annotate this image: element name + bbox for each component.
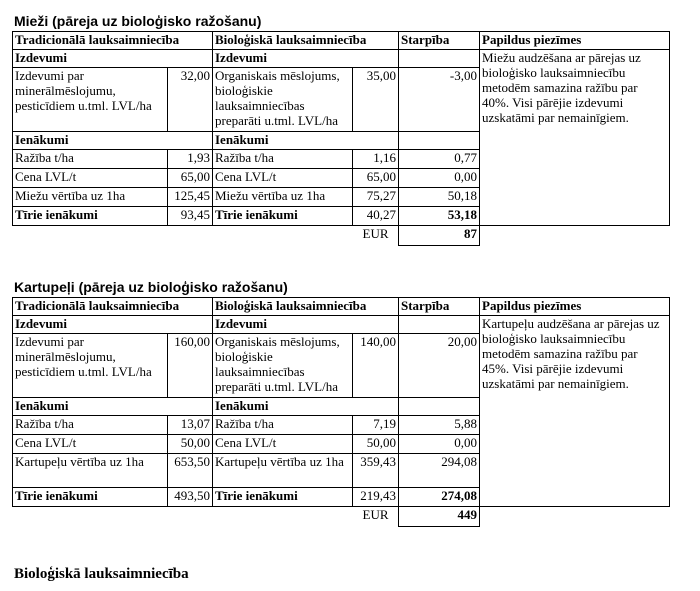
expenses-traditional-label: Izdevumi par minerālmēslojumu, pesticīdiem u.tml. LVL/ha xyxy=(13,334,168,398)
potatoes-table xyxy=(12,297,670,527)
expenses-biological-value: 35,00 xyxy=(353,68,399,132)
row-value: 653,50 xyxy=(168,454,213,488)
row-label: Cena LVL/t xyxy=(13,169,168,188)
net-income-value: 493,50 xyxy=(168,488,213,507)
row-value: 50,00 xyxy=(168,435,213,454)
expenses-traditional-value: 32,00 xyxy=(168,68,213,132)
row-value: 1,16 xyxy=(353,150,399,169)
row-label: Cena LVL/t xyxy=(13,435,168,454)
expenses-traditional-label: Izdevumi par minerālmēslojumu, pesticīdiem u.tml. LVL/ha xyxy=(13,68,168,132)
row-label: Ražība t/ha xyxy=(13,416,168,435)
row-value: 13,07 xyxy=(168,416,213,435)
expenses-label-traditional: Izdevumi xyxy=(13,50,213,68)
income-label-traditional: Ienākumi xyxy=(13,132,213,150)
empty-cell xyxy=(399,132,480,150)
net-income-value: 40,27 xyxy=(353,207,399,226)
row-label: Miežu vērtība uz 1ha xyxy=(213,188,353,207)
row-value: 75,27 xyxy=(353,188,399,207)
row-value: 65,00 xyxy=(353,169,399,188)
expenses-biological-label: Organiskais mēslojums, bioloģiskie lauksaimniecības preparāti u.tml. LVL/ha xyxy=(213,68,353,132)
net-income-label: Tīrie ienākumi xyxy=(13,207,168,226)
eur-total: 87 xyxy=(399,226,480,246)
row-difference: 0,00 xyxy=(399,169,480,188)
net-income-label: Tīrie ienākumi xyxy=(213,207,353,226)
row-difference: 50,18 xyxy=(399,188,480,207)
expenses-label-biological: Izdevumi xyxy=(213,50,399,68)
net-income-value: 219,43 xyxy=(353,488,399,507)
row-label: Ražība t/ha xyxy=(213,150,353,169)
income-label-biological: Ienākumi xyxy=(213,398,399,416)
barley-table xyxy=(12,31,670,246)
expenses-traditional-value: 160,00 xyxy=(168,334,213,398)
empty-cell xyxy=(399,316,480,334)
row-label: Cena LVL/t xyxy=(213,435,353,454)
row-value: 1,93 xyxy=(168,150,213,169)
expenses-label-traditional: Izdevumi xyxy=(13,316,213,334)
row-difference: 5,88 xyxy=(399,416,480,435)
header-difference: Starpība xyxy=(399,298,480,316)
expenses-label-biological: Izdevumi xyxy=(213,316,399,334)
row-value: 50,00 xyxy=(353,435,399,454)
row-value: 7,19 xyxy=(353,416,399,435)
section-title-barley: Mieži (pāreja uz bioloģisko ražošanu) xyxy=(14,13,262,29)
eur-label: EUR xyxy=(362,507,389,522)
row-label: Cena LVL/t xyxy=(213,169,353,188)
net-income-label: Tīrie ienākumi xyxy=(213,488,353,507)
section-title-potatoes: Kartupeļi (pāreja uz bioloģisko ražošanu) xyxy=(14,279,288,295)
header-biological: Bioloģiskā lauksaimniecība xyxy=(213,298,399,316)
row-label: Ražība t/ha xyxy=(13,150,168,169)
notes-cell: Miežu audzēšana ar pārejas uz bioloģisko lauksaimniecību metodēm samazina ražību par 40%. Visi pārējie izdevumi uzskatāmi par nemainīgiem. xyxy=(480,50,670,226)
row-value: 125,45 xyxy=(168,188,213,207)
notes-cell: Kartupeļu audzēšana ar pārejas uz bioloģisko lauksaimniecību metodēm samazina ražību par 45%. Visi pārējie izdevumi uzskatāmi par nemainīgiem. xyxy=(480,316,670,507)
header-biological: Bioloģiskā lauksaimniecība xyxy=(213,32,399,50)
expenses-biological-value: 140,00 xyxy=(353,334,399,398)
net-income-difference: 274,08 xyxy=(399,488,480,507)
footer-heading: Bioloģiskā lauksaimniecība xyxy=(14,566,189,582)
eur-total: 449 xyxy=(399,507,480,527)
income-label-traditional: Ienākumi xyxy=(13,398,213,416)
header-notes: Papildus piezīmes xyxy=(480,298,670,316)
header-notes: Papildus piezīmes xyxy=(480,32,670,50)
net-income-value: 93,45 xyxy=(168,207,213,226)
header-traditional: Tradicionālā lauksaimniecība xyxy=(13,298,213,316)
net-income-label: Tīrie ienākumi xyxy=(13,488,168,507)
row-value: 65,00 xyxy=(168,169,213,188)
row-label: Miežu vērtība uz 1ha xyxy=(13,188,168,207)
expenses-difference: 20,00 xyxy=(399,334,480,398)
header-traditional: Tradicionālā lauksaimniecība xyxy=(13,32,213,50)
expenses-difference: -3,00 xyxy=(399,68,480,132)
row-difference: 294,08 xyxy=(399,454,480,488)
empty-cell xyxy=(399,398,480,416)
row-value: 359,43 xyxy=(353,454,399,488)
eur-label: EUR xyxy=(362,226,389,241)
row-difference: 0,00 xyxy=(399,435,480,454)
net-income-difference: 53,18 xyxy=(399,207,480,226)
row-label: Kartupeļu vērtība uz 1ha xyxy=(13,454,168,488)
expenses-biological-label: Organiskais mēslojums, bioloģiskie lauksaimniecības preparāti u.tml. LVL/ha xyxy=(213,334,353,398)
empty-cell xyxy=(399,50,480,68)
row-difference: 0,77 xyxy=(399,150,480,169)
income-label-biological: Ienākumi xyxy=(213,132,399,150)
row-label: Ražība t/ha xyxy=(213,416,353,435)
row-label: Kartupeļu vērtība uz 1ha xyxy=(213,454,353,488)
header-difference: Starpība xyxy=(399,32,480,50)
